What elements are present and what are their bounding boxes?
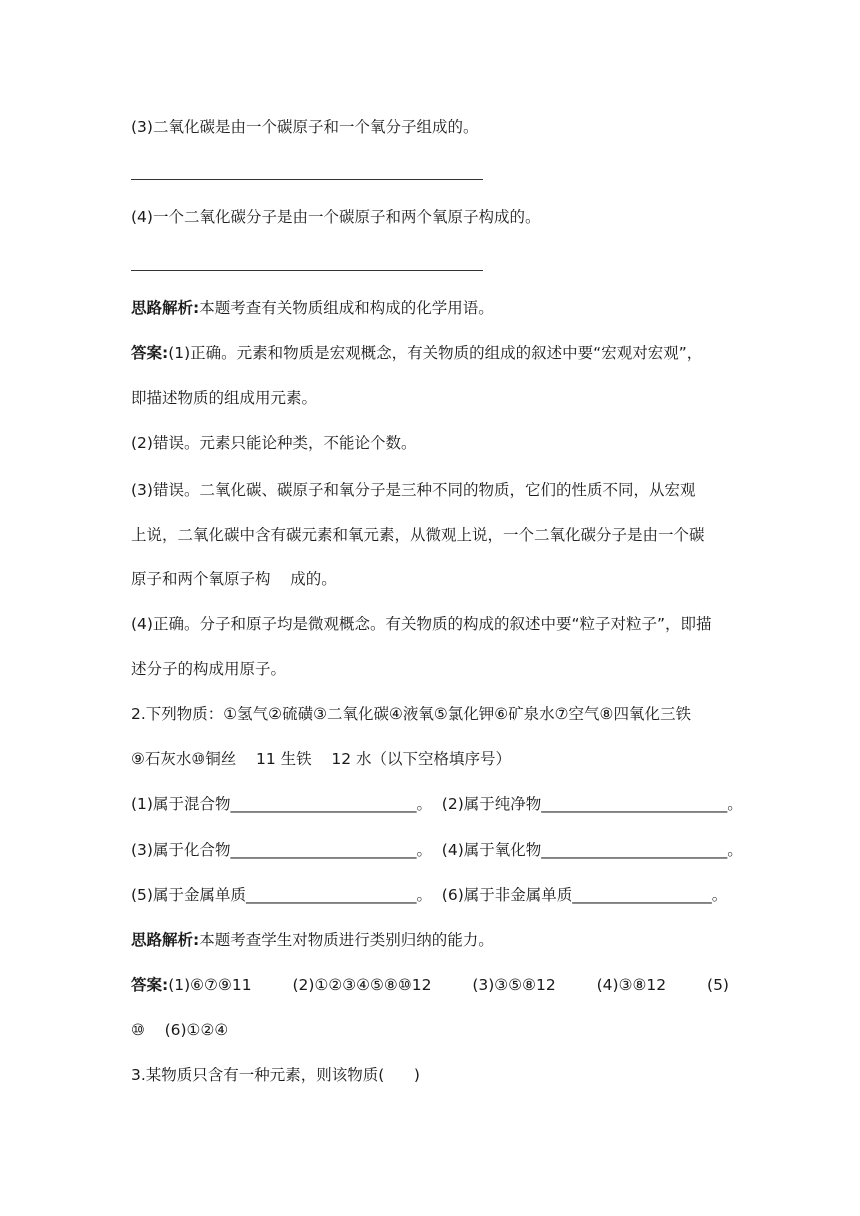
- question-2-blanks-2: (3)属于化合物________________________。 (4)属于氧化物________________________。: [131, 841, 743, 859]
- answer-2-label: 答案:: [131, 976, 169, 994]
- answer-1-text-1: (1)正确。元素和物质是宏观概念，有关物质的组成的叙述中要“宏观对宏观”，: [168, 344, 703, 362]
- question-1-item-3: (3)二氧化碳是由一个碳原子和一个氧分子组成的。: [131, 118, 479, 136]
- answer-2-part-2: (2)①②③④⑤⑧⑩12: [292, 976, 432, 994]
- question-3-stem: 3.某物质只含有一种元素，则该物质( ): [131, 1066, 420, 1084]
- answer-2-part-4: (4)③⑧12: [596, 976, 667, 994]
- answer-1-line-2: 即描述物质的组成用元素。: [131, 389, 318, 407]
- question-1-item-4: (4)一个二氧化碳分子是由一个碳原子和两个氧原子构成的。: [131, 208, 541, 226]
- answer-2-line-1: [131, 974, 729, 996]
- answer-1-line-8: 述分子的构成用原子。: [131, 660, 287, 678]
- answer-1-line-4: (3)错误。二氧化碳、碳原子和氧分子是三种不同的物质，它们的性质不同，从宏观: [131, 481, 696, 499]
- question-2-blanks-1: (1)属于混合物________________________。 (2)属于纯净物________________________。: [131, 795, 743, 813]
- answer-blank-line-4: [131, 270, 483, 271]
- answer-1-line-7: (4)正确。分子和原子均是微观概念。有关物质的构成的叙述中要“粒子对粒子”，即描: [131, 615, 712, 633]
- answer-1-line-5: 上说，二氧化碳中含有碳元素和氧元素，从微观上说，一个二氧化碳分子是由一个碳: [131, 526, 705, 544]
- answer-2-part-3: (3)③⑤⑧12: [472, 976, 556, 994]
- answer-1-label: 答案:: [131, 344, 169, 362]
- hint-2: [131, 929, 494, 951]
- answer-2-line-2: ⑩ (6)①②④: [131, 1021, 229, 1039]
- question-2-stem-1: 2.下列物质：①氢气②硫磺③二氧化碳④液氧⑤氯化钾⑥矿泉水⑦空气⑧四氧化三铁: [131, 705, 691, 723]
- hint-2-text: 本题考查学生对物质进行类别归纳的能力。: [199, 931, 494, 949]
- answer-2-part-1: 答案:(1)⑥⑦⑨11: [131, 976, 252, 994]
- hint-1-label: 思路解析:: [131, 299, 200, 317]
- question-2-blanks-3: (5)属于金属单质______________________。 (6)属于非金属单质__________________。: [131, 886, 728, 904]
- question-2-stem-2: ⑨石灰水⑩铜丝 11 生铁 12 水（以下空格填序号）: [131, 750, 512, 768]
- answer-1-line-3: (2)错误。元素只能论种类，不能论个数。: [131, 434, 417, 452]
- hint-2-label: 思路解析:: [131, 931, 200, 949]
- hint-1-text: 本题考查有关物质组成和构成的化学用语。: [199, 299, 494, 317]
- answer-1-line-1: [131, 342, 702, 364]
- hint-1: [131, 297, 494, 319]
- answer-blank-line-3: [131, 179, 483, 180]
- answer-1-line-6: 原子和两个氧原子构 成的。: [131, 570, 337, 588]
- answer-2-part-5: (5): [707, 976, 729, 994]
